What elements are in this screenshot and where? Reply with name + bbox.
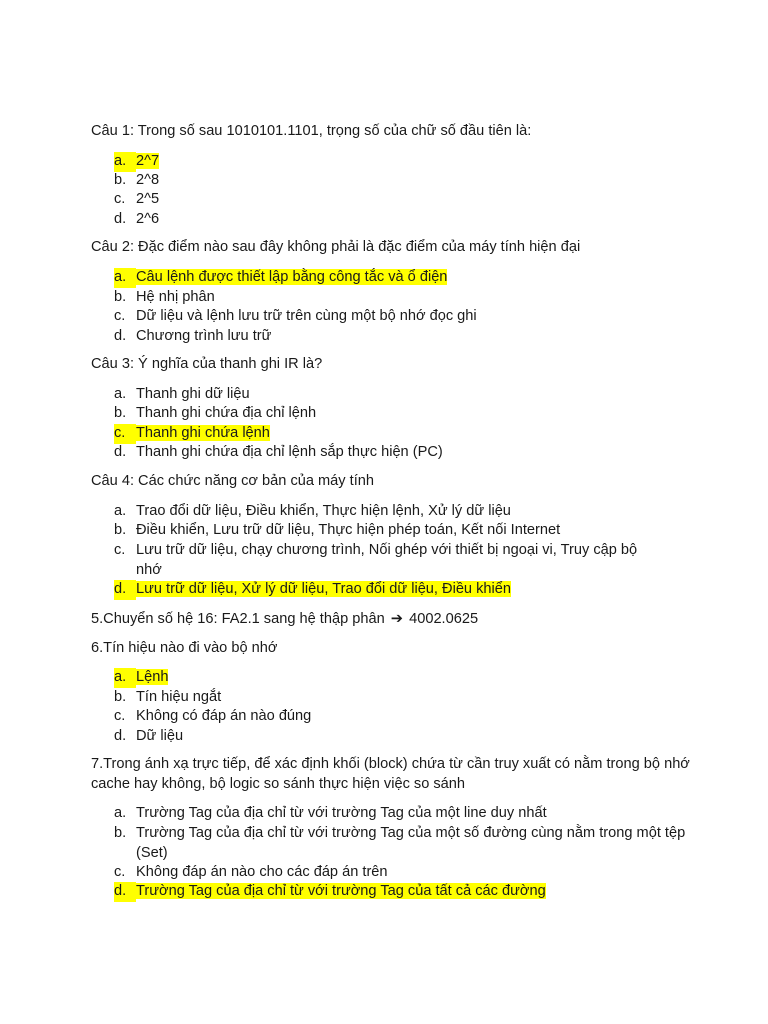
option-text: Lệnh: [136, 669, 169, 685]
option-letter: b.: [114, 405, 127, 421]
option-text: Thanh ghi chứa lệnh: [136, 425, 270, 441]
question-6-option-c: [114, 707, 714, 727]
arrow-right-icon: ➔: [390, 610, 404, 627]
option-text: Trường Tag của địa chỉ từ với trường Tag của một số đường cùng nằm trong một tệp (Set): [136, 825, 686, 861]
option-text: Trao đổi dữ liệu, Điều khiển, Thực hiện lệnh, Xử lý dữ liệu: [136, 503, 511, 519]
question-3-prompt: Câu 3: Ý nghĩa của thanh ghi IR là?: [91, 356, 323, 372]
question-6-option-b: [114, 688, 714, 708]
question-5-answer: 4002.0625: [409, 611, 479, 627]
option-text: Không có đáp án nào đúng: [136, 708, 312, 724]
option-text: Lưu trữ dữ liệu, Xử lý dữ liệu, Trao đổi dữ liệu, Điều khiển: [136, 581, 511, 597]
option-text: Thanh ghi chứa địa chỉ lệnh sắp thực hiện (PC): [136, 444, 443, 460]
option-text: Dữ liệu và lệnh lưu trữ trên cùng một bộ nhớ đọc ghi: [136, 308, 477, 324]
question-2-prompt: Câu 2: Đặc điểm nào sau đây không phải là đặc điểm của máy tính hiện đại: [91, 239, 581, 255]
option-letter: a.: [114, 805, 127, 821]
question-5-prompt-text: 5.Chuyển số hệ 16: FA2.1 sang hệ thập phân: [91, 611, 385, 627]
option-letter: d.: [114, 882, 136, 902]
option-text: Không đáp án nào cho các đáp án trên: [136, 864, 388, 880]
question-6-prompt: 6.Tín hiệu nào đi vào bộ nhớ: [91, 640, 278, 656]
option-text: Lưu trữ dữ liệu, chạy chương trình, Nối ghép với thiết bị ngoại vi, Truy cập bộ nhớ: [136, 542, 638, 578]
option-letter: c.: [114, 708, 126, 724]
option-letter: b.: [114, 289, 127, 305]
question-3-option-c: [114, 424, 714, 444]
option-letter: d.: [114, 580, 136, 600]
option-text: 2^5: [136, 191, 160, 207]
option-letter: b.: [114, 689, 127, 705]
option-letter: b.: [114, 172, 127, 188]
option-letter: a.: [114, 668, 136, 688]
question-3-option-b: [114, 404, 714, 424]
option-letter: c.: [114, 424, 136, 444]
question-1-option-a: [114, 152, 714, 172]
question-2-option-d: [114, 327, 714, 347]
option-letter: a.: [114, 152, 136, 172]
question-7-option-a: [114, 804, 714, 824]
option-letter: d.: [114, 728, 127, 744]
question-1-option-c: [114, 190, 714, 210]
option-text: Trường Tag của địa chỉ từ với trường Tag của tất cả các đường: [136, 883, 546, 899]
option-text: Hệ nhị phân: [136, 289, 215, 305]
question-2-option-a: [114, 268, 714, 288]
question-2-option-b: [114, 288, 714, 308]
question-4-option-c: [114, 541, 659, 580]
option-text: Tín hiệu ngắt: [136, 689, 222, 705]
question-7-option-c: [114, 863, 714, 883]
option-text: 2^7: [136, 153, 160, 169]
question-6-option-d: [114, 727, 714, 747]
option-text: Câu lệnh được thiết lập bằng công tắc và ổ điện: [136, 269, 448, 285]
question-4-option-a: [114, 502, 714, 522]
question-3-option-a: [114, 385, 714, 405]
option-text: 2^8: [136, 172, 160, 188]
option-letter: c.: [114, 864, 126, 880]
question-7-prompt: 7.Trong ánh xạ trực tiếp, để xác định khối (block) chứa từ cần truy xuất có nằm trong bộ nhớ cache hay không, bộ logic so sánh thực hiện việc so sánh: [91, 756, 690, 792]
question-1-prompt: Câu 1: Trong số sau 1010101.1101, trọng số của chữ số đầu tiên là:: [91, 123, 532, 139]
option-letter: c.: [114, 191, 126, 207]
option-text: Thanh ghi chứa địa chỉ lệnh: [136, 405, 317, 421]
question-1-option-b: [114, 171, 714, 191]
option-letter: d.: [114, 211, 127, 227]
option-letter: d.: [114, 328, 127, 344]
question-3-option-d: [114, 443, 714, 463]
option-letter: a.: [114, 268, 136, 288]
option-text: 2^6: [136, 211, 160, 227]
question-4-option-d: [114, 580, 714, 600]
option-letter: a.: [114, 503, 127, 519]
option-letter: a.: [114, 386, 127, 402]
option-letter: d.: [114, 444, 127, 460]
question-2-option-c: [114, 307, 714, 327]
option-letter: c.: [114, 308, 126, 324]
option-text: Trường Tag của địa chỉ từ với trường Tag của một line duy nhất: [136, 805, 547, 821]
option-letter: b.: [114, 825, 127, 841]
option-text: Điều khiển, Lưu trữ dữ liệu, Thực hiện phép toán, Kết nối Internet: [136, 522, 561, 538]
question-4-prompt: Câu 4: Các chức năng cơ bản của máy tính: [91, 473, 374, 489]
option-text: Dữ liệu: [136, 728, 184, 744]
question-1-option-d: [114, 210, 714, 230]
question-7-option-d: [114, 882, 714, 902]
option-letter: c.: [114, 542, 126, 558]
question-6-option-a: [114, 668, 714, 688]
question-7-option-b: [114, 824, 694, 863]
option-text: Chương trình lưu trữ: [136, 328, 272, 344]
option-text: Thanh ghi dữ liệu: [136, 386, 250, 402]
question-5-prompt: [91, 609, 731, 630]
question-4-option-b: [114, 521, 714, 541]
option-letter: b.: [114, 522, 127, 538]
